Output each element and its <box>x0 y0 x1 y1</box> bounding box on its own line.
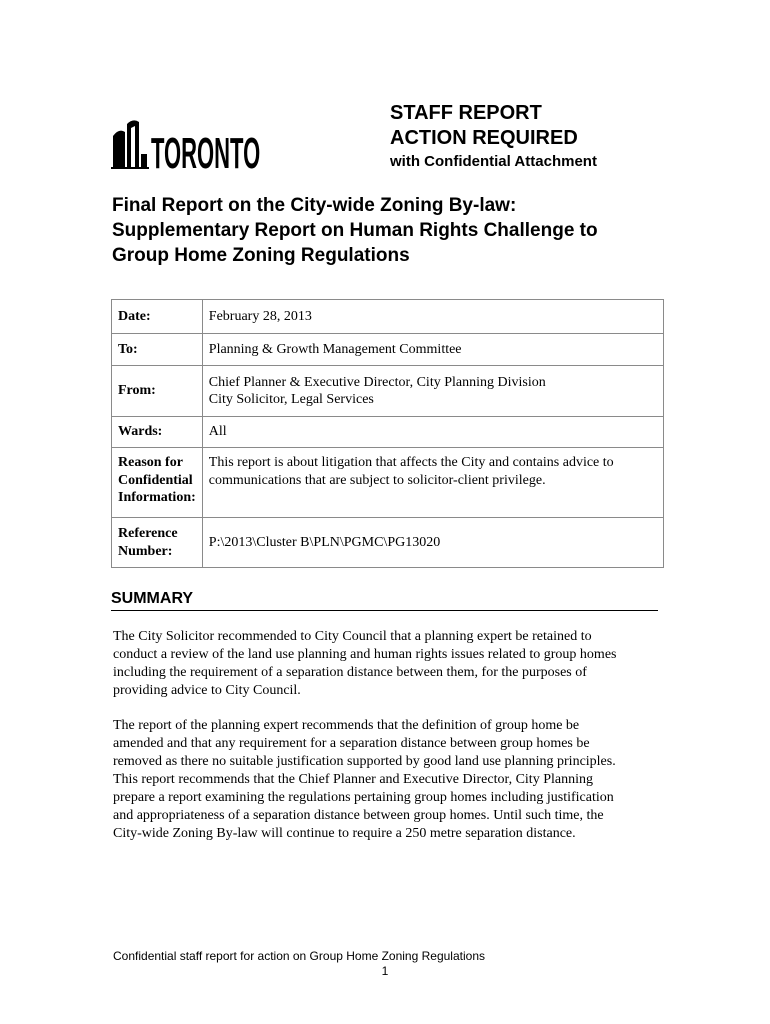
paragraph-line: conduct a review of the land use planning and human rights issues related to group homes <box>113 647 617 662</box>
date-value: February 28, 2013 <box>202 300 663 334</box>
wards-row <box>112 417 664 448</box>
reference-row <box>112 518 664 568</box>
from-value-line: City Solicitor, Legal Services <box>208 392 374 407</box>
summary-paragraph-2 <box>113 717 663 843</box>
reference-label-line: Number: <box>118 543 173 559</box>
summary-paragraph-1 <box>113 628 663 700</box>
reason-label-line: Information: <box>118 490 196 505</box>
title-line: Group Home Zoning Regulations <box>112 245 410 266</box>
reason-value-line: This report is about litigation that affects the City and contains advice to <box>208 455 614 470</box>
report-metadata-table <box>111 299 664 568</box>
confidential-attachment-label: with Confidential Attachment <box>390 153 597 170</box>
city-hall-logo-icon <box>111 118 266 179</box>
report-type-header <box>390 101 597 172</box>
toronto-logo <box>111 118 266 179</box>
title-line: Final Report on the City-wide Zoning By-law: <box>112 195 517 216</box>
reason-label-line: Confidential <box>118 472 193 488</box>
page-number: 1 <box>381 964 389 978</box>
page-footer: Confidential staff report for action on Group Home Zoning Regulations <box>113 949 485 963</box>
from-value <box>202 366 663 417</box>
paragraph-line: and appropriateness of a separation distance between group homes. Until such time, the <box>113 808 604 823</box>
paragraph-line: removed as there no suitable justification supported by good land use planning principles. <box>113 754 616 769</box>
report-title <box>112 193 672 268</box>
date-label: Date: <box>112 300 203 334</box>
to-row <box>112 334 664 366</box>
to-value: Planning & Growth Management Committee <box>202 334 663 366</box>
reason-value <box>202 448 663 518</box>
reason-label <box>112 448 203 518</box>
wards-label: Wards: <box>112 417 203 448</box>
paragraph-line: City-wide Zoning By-law will continue to require a 250 metre separation distance. <box>113 826 576 841</box>
date-row <box>112 300 664 334</box>
paragraph-line: providing advice to City Council. <box>113 683 301 698</box>
reference-value: P:\2013\Cluster B\PLN\PGMC\PG13020 <box>202 518 663 568</box>
from-label: From: <box>112 366 203 417</box>
wards-value: All <box>202 417 663 448</box>
from-value-line: Chief Planner & Executive Director, City Planning Division <box>208 374 546 390</box>
svg-text:TORONTO: TORONTO <box>151 128 261 179</box>
reason-row <box>112 448 664 518</box>
reference-label-line: Reference <box>118 526 178 541</box>
from-row <box>112 366 664 417</box>
reference-label <box>112 518 203 568</box>
paragraph-line: prepare a report examining the regulations pertaining group homes including justification <box>113 790 614 805</box>
action-required-label: ACTION REQUIRED <box>390 127 578 149</box>
paragraph-line: amended and that any requirement for a separation distance between group homes be <box>113 736 590 751</box>
to-label: To: <box>112 334 203 366</box>
summary-heading: SUMMARY <box>111 589 658 611</box>
paragraph-line: The report of the planning expert recommends that the definition of group home be <box>113 718 580 733</box>
reason-label-line: Reason for <box>118 455 183 470</box>
paragraph-line: including the requirement of a separation distance between them, for the purposes of <box>113 665 587 680</box>
reason-value-line: communications that are subject to solicitor-client privilege. <box>208 472 546 488</box>
paragraph-line: This report recommends that the Chief Planner and Executive Director, City Planning <box>113 772 593 787</box>
paragraph-line: The City Solicitor recommended to City Council that a planning expert be retained to <box>113 629 592 644</box>
staff-report-label: STAFF REPORT <box>390 102 542 124</box>
title-line: Supplementary Report on Human Rights Challenge to <box>112 220 598 241</box>
